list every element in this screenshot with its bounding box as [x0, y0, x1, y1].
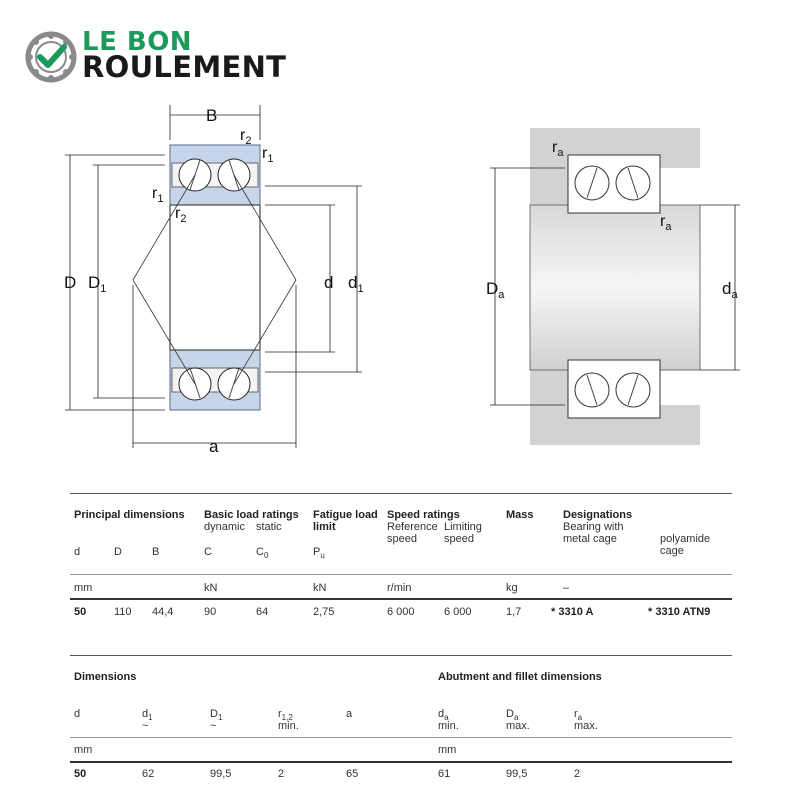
symbol-d1: $d_1$: [142, 708, 153, 723]
unit-mm: mm: [74, 744, 93, 756]
gear-check-icon: [24, 30, 78, 84]
table2-unit-rule: [70, 761, 732, 763]
symbol-da: $d_a$: [438, 708, 449, 723]
cell-B: 44,4: [152, 606, 174, 618]
label-D1: $D_1$: [88, 273, 107, 295]
label-r2-left: $r_2$: [175, 205, 187, 225]
bearing-cross-section: [65, 105, 362, 448]
label-r1-left: $r_1$: [152, 185, 164, 205]
table1-symbol-rule: [70, 574, 732, 575]
cell-a: 65: [346, 768, 359, 780]
unit-rmin: r/min: [387, 582, 412, 594]
header-bearing-with: Bearing with: [563, 521, 624, 533]
cell-r12: 2: [278, 768, 285, 780]
header-designations: Designations: [563, 509, 633, 521]
table2-top-rule: [70, 655, 732, 656]
header-reference-speed: speed: [387, 533, 417, 545]
cell-da: 61: [438, 768, 451, 780]
header-mass: Mass: [506, 509, 534, 521]
cell-ra: 2: [574, 768, 581, 780]
note-da: min.: [438, 720, 459, 732]
header-dynamic: dynamic: [204, 521, 245, 533]
cell-mass: 1,7: [506, 606, 522, 618]
header-dimensions: Dimensions: [74, 671, 137, 683]
label-D: D: [64, 273, 77, 292]
cell-d: 50: [74, 606, 87, 618]
symbol-d: d: [74, 708, 81, 720]
header-fatigue-limit: limit: [313, 521, 336, 533]
header-principal-dimensions: Principal dimensions: [74, 509, 185, 521]
table1-unit-rule: [70, 598, 732, 600]
header-reference: Reference: [387, 521, 438, 533]
unit-kN-fatigue: kN: [313, 582, 327, 594]
header-static: static: [256, 521, 282, 533]
header-basic-load-ratings: Basic load ratings: [204, 509, 299, 521]
symbol-d: d: [74, 546, 81, 558]
symbol-C: C: [204, 546, 212, 558]
cell-D: 110: [114, 606, 132, 618]
header-speed-ratings: Speed ratings: [387, 509, 460, 521]
cell-designation-polyamide: * 3310 ATN9: [648, 606, 711, 618]
cell-limiting-speed: 6 000: [444, 606, 472, 618]
header-fatigue-load: Fatigue load: [313, 509, 378, 521]
symbol-B: B: [152, 546, 160, 558]
header-cage: cage: [660, 545, 684, 557]
label-da: $d_a$: [722, 279, 738, 301]
bearing-mounting-view: [490, 128, 740, 445]
label-d1: $d_1$: [348, 273, 364, 295]
cell-d: 50: [74, 768, 87, 780]
brand-line-2: ROULEMENT: [82, 50, 287, 84]
header-polyamide: polyamide: [660, 533, 711, 545]
label-r1-top: $r_1$: [262, 145, 274, 165]
symbol-D1: $D_1$: [210, 708, 223, 723]
symbol-Da: $D_a$: [506, 708, 519, 723]
cell-C0: 64: [256, 606, 269, 618]
symbol-ra: $r_a$: [574, 708, 583, 723]
cell-Da: 99,5: [506, 768, 528, 780]
label-d: d: [324, 273, 334, 292]
header-abutment-fillet: Abutment and fillet dimensions: [438, 671, 602, 683]
table1-top-rule: [70, 493, 732, 494]
symbol-D: D: [114, 546, 122, 558]
note-D1: ~: [210, 720, 217, 732]
unit-mm: mm: [74, 582, 93, 594]
brand-logo: [24, 28, 304, 84]
cell-reference-speed: 6 000: [387, 606, 415, 618]
note-r12: min.: [278, 720, 299, 732]
note-d1: ~: [142, 720, 149, 732]
unit-kN-load: kN: [204, 582, 218, 594]
header-limiting: Limiting: [444, 521, 482, 533]
label-Da: $D_a$: [486, 279, 505, 301]
symbol-r12: $r_{1,2}$: [278, 708, 293, 723]
cell-Pu: 2,75: [313, 606, 335, 618]
symbol-a: a: [346, 708, 353, 720]
label-ra-top: $r_a$: [552, 139, 564, 159]
brand-line-1: LE BON: [82, 27, 193, 57]
unit-mm-abutment: mm: [438, 744, 457, 756]
header-metal-cage: metal cage: [563, 533, 617, 545]
cell-D1: 99,5: [210, 768, 232, 780]
table2-symbol-rule: [70, 737, 732, 738]
cell-C: 90: [204, 606, 217, 618]
label-r2-top: $r_2$: [240, 127, 252, 147]
unit-kg: kg: [506, 582, 518, 594]
symbol-C0: $C_0$: [256, 546, 269, 561]
note-ra: max.: [574, 720, 598, 732]
note-Da: max.: [506, 720, 530, 732]
label-ra-side: $r_a$: [660, 213, 672, 233]
label-a: a: [209, 437, 219, 456]
unit-designation: –: [563, 582, 570, 594]
label-B: B: [206, 106, 218, 125]
cell-designation-metal: * 3310 A: [551, 606, 594, 618]
symbol-Pu: $P_u$: [313, 546, 325, 561]
header-limiting-speed: speed: [444, 533, 474, 545]
bearing-drawing: [0, 95, 800, 460]
cell-d1: 62: [142, 768, 155, 780]
